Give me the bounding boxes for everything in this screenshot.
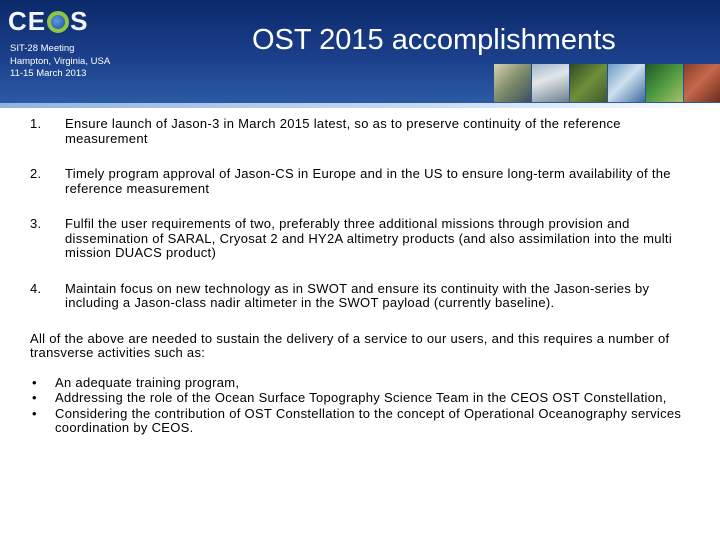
bullet-item xyxy=(30,407,700,436)
item-number: 3. xyxy=(30,216,42,231)
thumbnail-image xyxy=(608,64,645,102)
slide-title: OST 2015 accomplishments xyxy=(252,24,616,56)
bullet-text: An adequate training program, xyxy=(55,374,240,390)
summary-paragraph: All of the above are needed to sustain the delivery of a service to our users, and this requires a number of transverse activities such as: xyxy=(30,330,670,360)
thumbnail-image xyxy=(646,64,683,102)
header-banner xyxy=(0,0,720,103)
meeting-location: Hampton, Virginia, USA xyxy=(10,55,111,67)
numbered-item xyxy=(30,217,700,261)
bullet-list xyxy=(30,376,700,436)
slide-body xyxy=(30,117,700,437)
item-text: Maintain focus on new technology as in SWOT and ensure its continuity with the Jason-series by including a Jason-class nadir altimeter in the SWOT payload (currently baseline). xyxy=(65,280,650,310)
numbered-item xyxy=(30,117,700,146)
meeting-dates: 11-15 March 2013 xyxy=(10,68,87,79)
meeting-name: SIT-28 Meeting xyxy=(10,43,75,54)
item-text: Timely program approval of Jason-CS in Europe and in the US to ensure long-term availability of the reference measurement xyxy=(65,166,671,196)
item-number: 2. xyxy=(30,166,42,181)
item-number: 1. xyxy=(30,116,42,131)
meeting-info xyxy=(10,43,110,81)
item-text: Ensure launch of Jason-3 in March 2015 latest, so as to preserve continuity of the reference measurement xyxy=(65,116,621,146)
numbered-item xyxy=(30,167,700,196)
thumbnail-image xyxy=(532,64,569,102)
header-divider xyxy=(0,103,720,108)
bullet-marker: • xyxy=(32,390,37,405)
bullet-marker: • xyxy=(32,374,37,390)
globe-icon xyxy=(47,11,69,33)
item-number: 4. xyxy=(30,280,42,296)
thumbnail-image xyxy=(494,64,531,102)
bullet-text: Considering the contribution of OST Constellation to the concept of Operational Oceanography services coordination by CEOS. xyxy=(55,405,682,435)
thumbnail-image xyxy=(684,64,720,102)
ceos-logo: CE S xyxy=(8,6,89,36)
item-text: Fulfil the user requirements of two, preferably three additional missions through provision and dissemination of SARAL, Cryosat 2 and HY2A altimetry products (and also assimilation into the multi mission DUACS product) xyxy=(65,216,673,260)
bullet-item xyxy=(30,391,700,406)
thumbnail-image xyxy=(570,64,607,102)
thumbnail-strip xyxy=(493,64,720,102)
bullet-text: Addressing the role of the Ocean Surface Topography Science Team in the CEOS OST Constellation, xyxy=(55,390,667,405)
bullet-item xyxy=(30,376,700,391)
numbered-item xyxy=(30,282,700,311)
bullet-marker: • xyxy=(32,405,37,421)
